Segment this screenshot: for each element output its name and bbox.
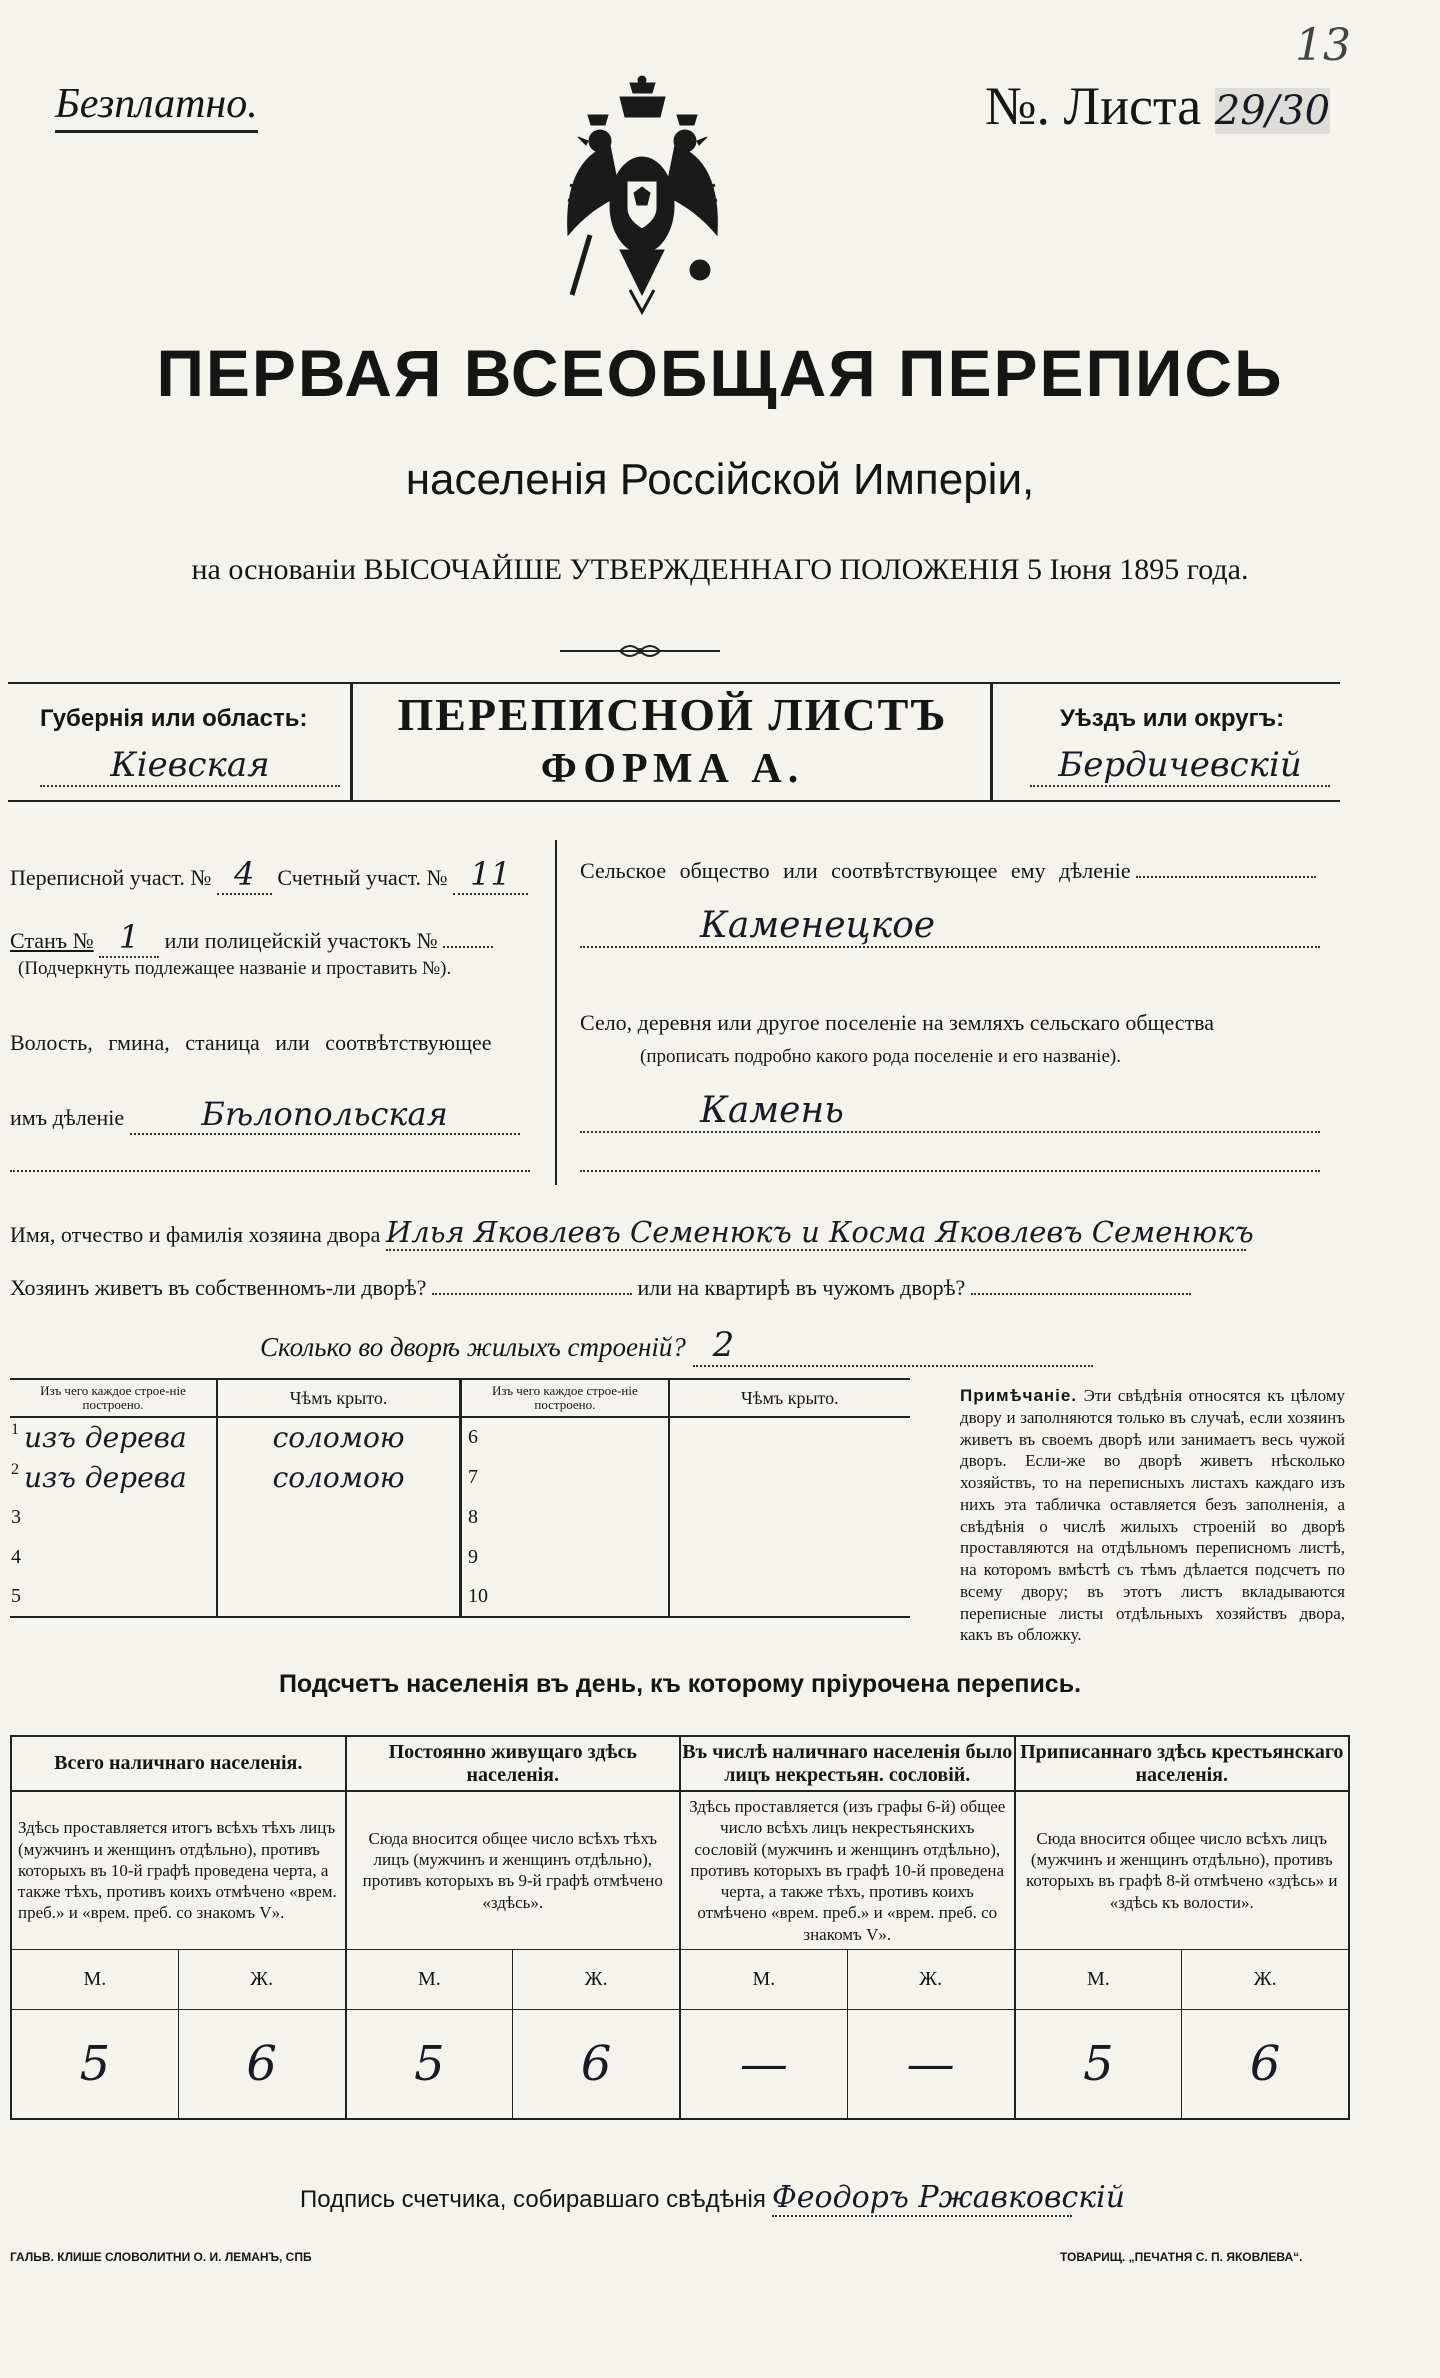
row1-roof: соломою [217, 1417, 461, 1457]
pop-col-nonpeasant-title: Въ числѣ наличнаго населенія было лицъ некрестьян. сословій. [680, 1736, 1015, 1791]
gubernia-value: Кіевская [40, 745, 340, 787]
yard-row: Хозяинъ живетъ въ собственномъ-ли дворѣ? или на квартирѣ въ чужомъ дворѣ? [10, 1275, 1340, 1301]
sheet-number-label: №. Листа [985, 76, 1202, 136]
pop-col-total-title: Всего наличнаго населенія. [11, 1736, 346, 1791]
signature-row: Подпись счетчика, собиравшаго свѣдѣнія Феодоръ Ржавковскій [300, 2180, 1126, 2215]
volost-label: Волость, гмина, станица или соотвѣтствующее [10, 1030, 492, 1055]
note-block: Примѣчаніе. Эти свѣдѣнія относятся къ цѣлому двору и заполняются только въ случаѣ, если хозяинъ живетъ въ своемъ дворѣ или занимаетъ весь чужой дворъ. Если-же во дворѣ живетъ нѣсколько хозяйствъ, то на переписныхъ листахъ каждаго изъ нихъ эта табличка оставляется безъ заполненія, а свѣдѣнія о числѣ жилыхъ строеній во дворѣ проставляются на отдѣльномъ переписномъ листѣ, на которомъ вмѣстѣ съ тѣмъ дѣлается подсчетъ по всему двору; въ этотъ листъ вкладываются переписные листы отдѣльныхъ хозяйствъ двора, какъ въ обложку. [960, 1386, 1346, 1645]
pop-f-label: Ж. [178, 1949, 345, 2009]
pop-total-f: 6 [178, 2009, 345, 2119]
owner-name-row: Имя, отчество и фамилія хозяина двора Илья Яковлевъ Семенюкъ и Косма Яковлевъ Семенюкъ [10, 1215, 1254, 1249]
pop-col-peasant-desc: Сюда вносится общее число всѣхъ лицъ (мужчинъ и женщинъ отдѣльно), противъ которыхъ въ графѣ 8-й отмѣчено «здѣсь» и «здѣсь къ волости». [1026, 1828, 1338, 1912]
table-row: $^1$ изъ дерева соломою 6 [10, 1417, 910, 1457]
buildings-count-value: 2 [693, 1325, 1093, 1367]
owner-name-value: Илья Яковлевъ Семенюкъ и Косма Яковлевъ Семенюкъ [385, 1215, 1254, 1249]
footer-right: ТОВАРИЩ. „ПЕЧАТНЯ С. П. ЯКОВЛЕВА“. [1060, 2250, 1303, 2264]
free-label: Безплатно. [55, 80, 258, 133]
pop-permanent-f: 6 [513, 2009, 680, 2119]
pop-m-label: М. [1015, 1949, 1182, 2009]
population-heading: Подсчетъ населенія въ день, къ которому пріурочена перепись. [278, 1670, 1082, 1698]
ornament-divider [560, 640, 720, 662]
pop-f-label: Ж. [847, 1949, 1014, 2009]
society-row: Сельское общество или соотвѣтствующее ему дѣленіе [580, 858, 1340, 884]
corner-mark: 13 [1295, 20, 1351, 71]
volost-row: имъ дѣленіе Бѣлопольская [10, 1095, 540, 1135]
table-row: 4 9 [10, 1537, 910, 1577]
pop-total-m: 5 [11, 2009, 178, 2119]
col-material-right: Изъ чего каждое строе-ніе построено. [461, 1379, 669, 1417]
village-label: Село, деревня или другое поселеніе на земляхъ сельскаго общества [580, 1010, 1215, 1035]
sheet-number-value: 29/30 [1214, 88, 1331, 134]
uezd-label: Уѣздъ или округъ: [1060, 705, 1285, 732]
pop-col-nonpeasant-desc: Здѣсь проставляется (изъ графы 6-й) общее число всѣхъ лицъ некрестьянскихъ сословій (мужчинъ и женщинъ отдѣльно), противъ которыхъ въ графѣ 10-й проведена черта, а также тѣхъ, противъ коихъ отмѣчено «врем. преб.» и «врем. преб. со знакомъ V». [680, 1791, 1015, 1949]
row2-material: изъ дерева [24, 1460, 187, 1494]
pop-f-label: Ж. [1253, 1967, 1277, 1990]
pop-nonpeasant-f: — [847, 2009, 1014, 2119]
pop-f-label: Ж. [513, 1949, 680, 2009]
pop-peasant-f: 6 [1249, 2036, 1281, 2092]
row1-material: изъ дерева [24, 1421, 187, 1454]
pop-col-permanent-title: Постоянно живущаго здѣсь населенія. [346, 1736, 681, 1791]
page-subtitle: населенія Россійской Имперіи, [405, 455, 1035, 504]
population-table [10, 1735, 1350, 2120]
table-row: 3 8 [10, 1497, 910, 1537]
stan-row: Станъ № 1 или полицейскій участокъ № [10, 918, 540, 958]
pop-col-peasant-title: Приписаннаго здѣсь крестьянскаго населенія. [1020, 1740, 1344, 1786]
pop-m-label: М. [11, 1949, 178, 2009]
society-value: Каменецкое [580, 905, 1320, 948]
sheet-number [985, 75, 1330, 137]
pop-peasant-m: 5 [1015, 2009, 1182, 2119]
census-district-row: Переписной участ. № 4 Счетный участ. № 11 [10, 855, 540, 895]
page-title: ПЕРВАЯ ВСЕОБЩАЯ ПЕРЕПИСЬ [156, 336, 1284, 410]
table-row: 5 10 [10, 1577, 910, 1617]
stan-note: (Подчеркнуть подлежащее названіе и проставить №). [18, 958, 452, 979]
row2-roof: соломою [217, 1457, 461, 1497]
pop-nonpeasant-m: — [680, 2009, 847, 2119]
form-subtitle: ФОРМА А. [540, 746, 805, 792]
village-note: (прописать подробно какого рода поселеніе и его названіе). [640, 1046, 1121, 1067]
col-roof-right: Чѣмъ крыто. [741, 1387, 839, 1408]
pop-col-total-desc: Здѣсь проставляется итогъ всѣхъ тѣхъ лицъ (мужчинъ и женщинъ отдѣльно), противъ которыхъ въ 10-й графѣ проведена черта, а также тѣхъ, противъ коихъ отмѣчено «врем. преб.» и «врем. преб. со знакомъ V». [11, 1791, 346, 1949]
gubernia-label: Губернія или область: [40, 705, 308, 732]
imperial-eagle-emblem [560, 75, 725, 315]
basis-line: на основаніи ВЫСОЧАЙШЕ УТВЕРЖДЕННАГО ПОЛОЖЕНІЯ 5 Іюня 1895 года. [191, 553, 1249, 586]
count-district-value: 11 [453, 855, 528, 895]
pop-permanent-m: 5 [346, 2009, 513, 2119]
col-material-left: Изъ чего каждое строе-ніе построено. [10, 1379, 217, 1417]
table-row: $^2$ изъ дерева соломою 7 [10, 1457, 910, 1497]
pop-m-label: М. [680, 1949, 847, 2009]
volost-value: Бѣлопольская [130, 1095, 520, 1135]
footer-left: ГАЛЬВ. КЛИШЕ СЛОВОЛИТНИ О. И. ЛЕМАНЪ, СПБ [10, 2250, 312, 2264]
note-text: Эти свѣдѣнія относятся къ цѣлому двору и заполняются только въ случаѣ, если хозяинъ живетъ въ своемъ дворѣ или занимаетъ весь чужой дворъ. Если-же во дворѣ живетъ нѣсколько хозяйствъ, то на переписныхъ листахъ каждаго изъ нихъ эта табличка оставляется безъ заполненія, а свѣдѣнія о числѣ жилыхъ строеній во дворѣ проставляются на отдѣльномъ переписномъ листѣ, на которомъ вмѣстѣ съ тѣмъ дѣлается подсчетъ по всему двору; въ этотъ листъ вкладываются переписные листы отдѣльныхъ хозяйствъ двора, какъ въ обложку. [960, 1386, 1346, 1645]
village-value: Камень [580, 1090, 1320, 1133]
form-title: ПЕРЕПИСНОЙ ЛИСТЪ [397, 689, 948, 740]
buildings-count-row: Сколько во дворѣ жилыхъ строеній? 2 [260, 1325, 1093, 1367]
pop-col-permanent-desc: Сюда вносится общее число всѣхъ тѣхъ лицъ (мужчинъ и женщинъ отдѣльно), противъ которыхъ въ 9-й графѣ отмѣчено «здѣсь». [346, 1791, 681, 1949]
census-district-value: 4 [217, 855, 272, 895]
stan-value: 1 [99, 918, 159, 958]
col-roof-left: Чѣмъ крыто. [217, 1379, 461, 1417]
buildings-table [10, 1378, 910, 1618]
uezd-value: Бердичевскій [1030, 745, 1330, 787]
pop-m-label: М. [346, 1949, 513, 2009]
signature-value: Феодоръ Ржавковскій [771, 2180, 1126, 2215]
